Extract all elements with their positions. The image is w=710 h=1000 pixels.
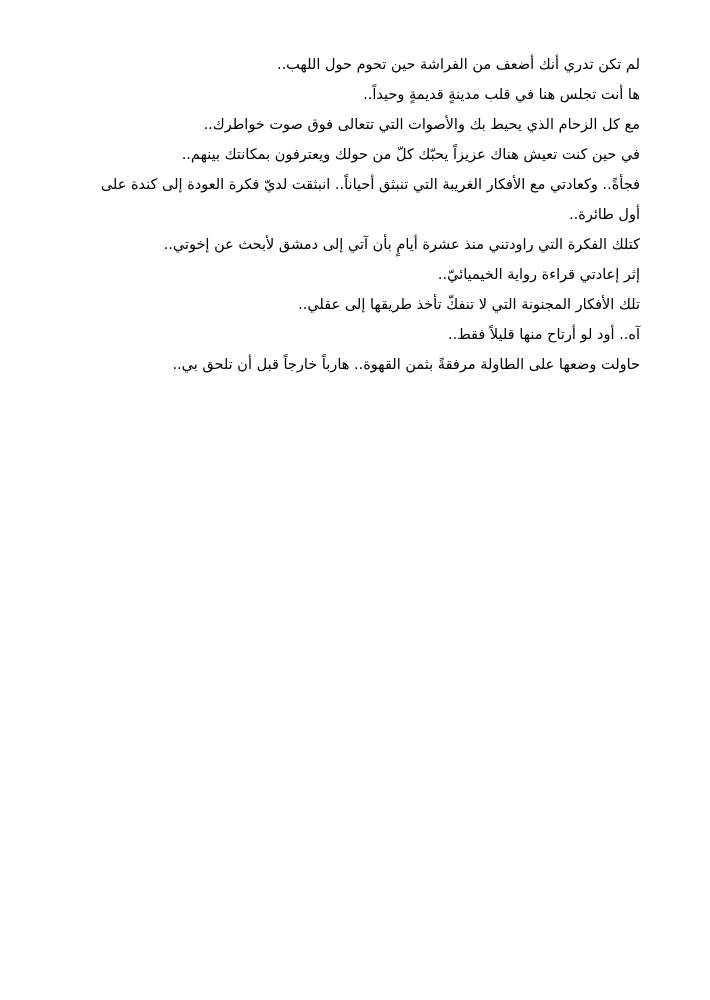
- paragraph-10: حاولت وضعها على الطاولة مرفقةً بثمن القهوة.. هارباً خارجاً قبل أن تلحق بي..: [172, 357, 640, 373]
- paragraph-9: آه.. أود لو أرتاح منها قليلاً فقط..: [448, 327, 640, 343]
- paragraph-2: ها أنت تجلس هنا في قلب مدينةٍ قديمةٍ وحيداً..: [363, 87, 640, 103]
- paragraph-8: تلك الأفكار المجنونة التي لا تنفكّ تأخذ طريقها إلى عقلي..: [298, 297, 640, 313]
- paragraph-7: إثر إعادتي قراءة رواية الخيميائيّ..: [437, 267, 640, 283]
- paragraph-3: مع كل الزحام الذي يحيط بك والأصوات التي تتعالى فوق صوت خواطرك..: [203, 117, 640, 133]
- body-text: [40, 50, 640, 380]
- paragraph-4: في حين كنت تعيش هناك عزيزاً يحبّك كلّ من حولك ويعترفون بمكانتك بينهم..: [181, 147, 640, 163]
- paragraph-1: لم تكن تدري أنك أضعف من الفراشة حين تحوم حول اللهب..: [276, 57, 640, 73]
- paragraph-5-continued: أول طائرة..: [569, 207, 640, 223]
- paragraph-5: فجأةً.. وكعادتي مع الأفكار الغريبة التي تنبثق أحياناً.. انبثقت لديّ فكرة العودة إلى كندة على: [100, 177, 640, 193]
- paragraph-6: كتلك الفكرة التي راودتني منذ عشرة أيامٍ بأن آتي إلى دمشق لأبحث عن إخوتي..: [163, 237, 640, 253]
